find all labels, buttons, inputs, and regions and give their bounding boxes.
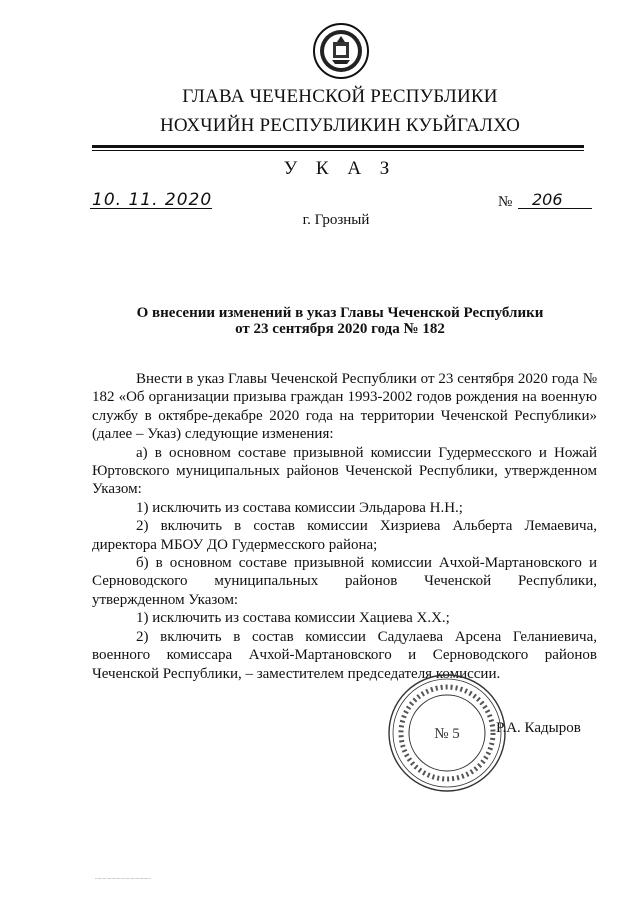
body-paragraph: Внести в указ Главы Чеченской Республики от 23 сентября 2020 года № 182 «Об организации призыва граждан 1993-2002 годов рождения на военную службу в октябре-декабре 2020 года на территории Чеченской Республики» (далее – Указ) следующие изменения: bbox=[92, 371, 597, 443]
title-line-2: от 23 сентября 2020 года № 182 bbox=[235, 321, 445, 337]
official-stamp bbox=[386, 672, 508, 794]
header-line-2: НОХЧИЙН РЕСПУБЛИКИН КУЬЙГАЛХО bbox=[159, 115, 521, 136]
header-rule-thick bbox=[92, 145, 584, 148]
number-underline bbox=[518, 208, 592, 209]
header-line-1: ГЛАВА ЧЕЧЕНСКОЙ РЕСПУБЛИКИ bbox=[182, 86, 498, 107]
document-type: У К А З bbox=[283, 158, 397, 179]
decree-date: 10. 11. 2020 bbox=[92, 190, 213, 210]
date-underline bbox=[90, 208, 212, 209]
footer-file-reference: ············································ bbox=[95, 876, 151, 881]
decree-number: 206 bbox=[532, 190, 563, 209]
decree-title bbox=[100, 305, 580, 337]
header-rule-thin bbox=[92, 150, 584, 151]
body-paragraph: 1) исключить из состава комиссии Эльдарова Н.Н.; bbox=[136, 499, 463, 516]
body-paragraph: а) в основном составе призывной комиссии Гудермесского и Ножай Юртовского муниципальных районов Чеченской Республики, утвержденном Указом: bbox=[92, 444, 597, 498]
body-paragraph: 1) исключить из состава комиссии Хациева Х.Х.; bbox=[136, 610, 450, 627]
signature-name: Р.А. Кадыров bbox=[496, 720, 581, 736]
city: г. Грозный bbox=[302, 212, 370, 228]
number-label: № bbox=[498, 194, 513, 210]
body-paragraph: 2) включить в состав комиссии Садулаева Арсена Геланиевича, военного комиссара Ачхой-Мартановского и Серноводского районов Чеченской Республики, – заместителем председателя комиссии. bbox=[92, 628, 597, 682]
stamp-number: № 5 bbox=[434, 726, 460, 742]
coat-of-arms-emblem bbox=[312, 22, 370, 80]
title-line-1: О внесении изменений в указ Главы Чеченской Республики bbox=[136, 305, 544, 321]
body-paragraph: 2) включить в состав комиссии Хизриева Альберта Лемаевича, директора МБОУ ДО Гудермесского района; bbox=[92, 518, 597, 553]
body-paragraph: б) в основном составе призывной комиссии Ачхой-Мартановского и Серноводского муниципальных районов Чеченской Республики, утвержденном Указом: bbox=[92, 555, 597, 608]
decree-body bbox=[92, 370, 597, 683]
